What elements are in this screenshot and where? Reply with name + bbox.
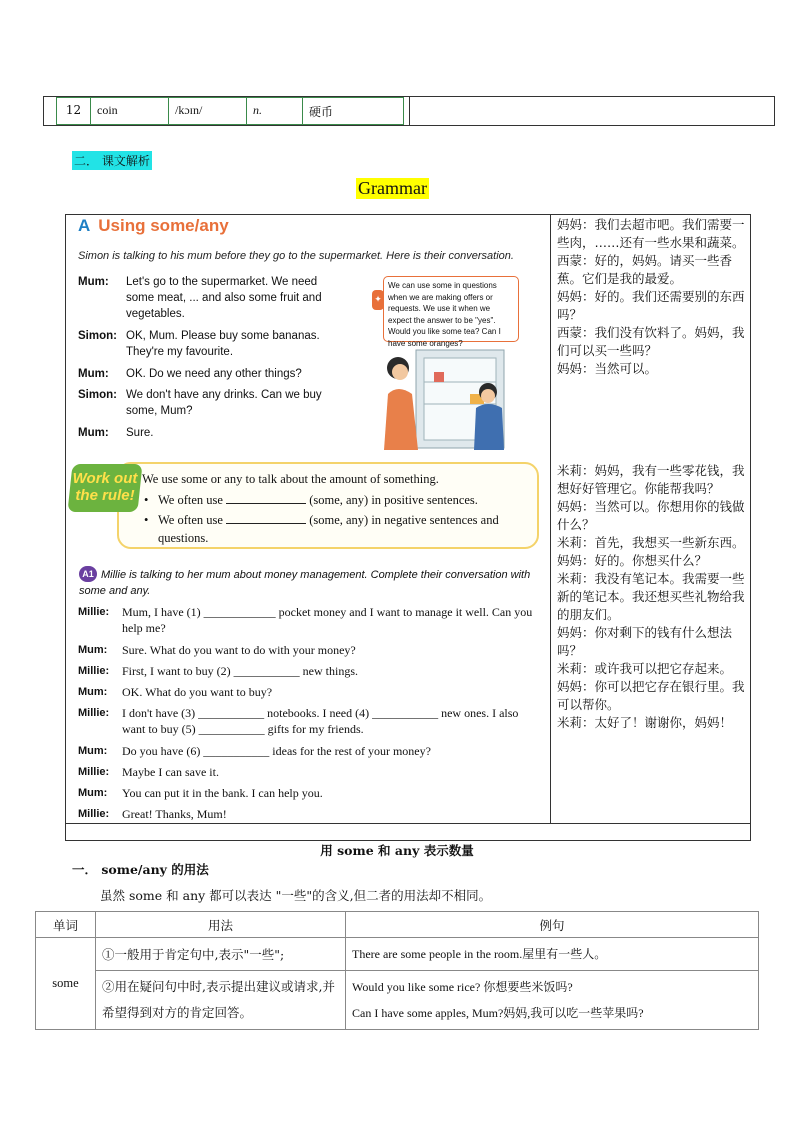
- speaker: Mum:: [78, 644, 108, 656]
- line-text: You can put it in the bank. I can help you.: [122, 786, 323, 800]
- grammar-title: Grammar: [358, 178, 427, 198]
- speaker: Simon:: [78, 330, 117, 342]
- translation-bottom: 米莉：妈妈，我有一些零花钱，我想好好管理它。你能帮我吗？ 妈妈：当然可以。你想用你的钱做什么？ 米莉：首先，我想买一些新东西。 妈妈：好的。你想买什么？ 米莉：我没有笔记本。我需要一些新的笔记本。我还想买些礼物给我的朋友们。 妈妈：你对剩下的钱有什么想法吗？ 米莉：或许我可以把它存起来。 妈妈：你可以把它存在银行里。我可以帮你。 米莉：太好了！谢谢你，妈妈！: [557, 463, 745, 730]
- speaker: Millie:: [78, 707, 110, 719]
- rule-bullet: [142, 511, 537, 547]
- example-line: Would you like some rice? 你想要些米饭吗?: [352, 980, 573, 994]
- line-text: OK. What do you want to buy?: [122, 685, 273, 699]
- line-text: Sure. What do you want to do with your money?: [122, 643, 356, 657]
- rule-bullet-post: (some, any) in positive sentences.: [309, 493, 478, 507]
- rule-bullet: [142, 491, 537, 509]
- line-text: Sure.: [126, 427, 154, 439]
- line-text: OK. Do we need any other things?: [126, 368, 302, 380]
- line-text: We don't have any drinks. Can we buy some, Mum?: [126, 389, 322, 417]
- section-letter: A: [78, 216, 91, 235]
- example-line: Can I have some apples, Mum?妈妈,我可以吃一些苹果吗?: [352, 1006, 644, 1020]
- usage-cell: ①一般用于肯定句中,表示"一些";: [96, 938, 346, 971]
- exercise-line: [78, 743, 540, 759]
- rule-bullet-pre: We often use: [158, 513, 223, 527]
- column-divider: [550, 214, 551, 823]
- mum-and-son-at-fridge-illustration: [378, 346, 518, 450]
- speaker: Millie:: [78, 665, 110, 677]
- line-text: I don't have (3) ___________ notebooks. I need (4) ___________ new ones. I also want to buy (5) ___________ gifts for my friends.: [122, 706, 519, 736]
- usage-table: [35, 911, 759, 1030]
- rule-bullet-post: (some, any) in negative sentences and questions.: [158, 513, 499, 545]
- speaker: Mum:: [78, 745, 108, 757]
- line-text: Great! Thanks, Mum!: [122, 807, 227, 821]
- speaker: Millie:: [78, 766, 110, 778]
- line-text: OK, Mum. Please buy some bananas. They're my favourite.: [126, 330, 320, 358]
- vocab-cells: [56, 97, 404, 125]
- section-caption: 用 some 和 any 表示数量: [320, 843, 474, 858]
- vocab-pos: n.: [247, 98, 303, 124]
- speaker: Simon:: [78, 389, 117, 401]
- header-usage: 用法: [96, 912, 346, 938]
- exercise-line: [78, 604, 540, 636]
- rule-text: [142, 470, 537, 547]
- dialogue-line: [78, 387, 368, 419]
- speaker: Mum:: [78, 787, 108, 799]
- a1-instruction: Millie is talking to her mum about money management. Complete their conversation with some and any.: [79, 569, 531, 597]
- vocab-meaning: 硬币: [309, 105, 334, 119]
- vocab-divider: [409, 97, 410, 125]
- exercise-line: [78, 764, 540, 780]
- speaker: Millie:: [78, 808, 110, 820]
- vocab-num: 12: [57, 98, 91, 124]
- dialogue-line: [78, 366, 368, 382]
- speaker: Mum:: [78, 276, 109, 288]
- word-cell: some: [36, 938, 96, 1030]
- rule-badge-text: Work out the rule!: [72, 470, 138, 504]
- a1-badge: A1: [79, 566, 97, 582]
- row-divider: [65, 823, 751, 824]
- speaker: Millie:: [78, 606, 110, 618]
- translation-top: 妈妈：我们去超市吧。我们需要一些肉，……还有一些水果和蔬菜。 西蒙：好的，妈妈。请买一些香蕉。它们是我的最爱。 妈妈：好的。我们还需要别的东西吗？ 西蒙：我们没有饮料了。妈妈，我们可以买一些吗？ 妈妈：当然可以。: [557, 217, 745, 376]
- table-header-row: [36, 912, 759, 938]
- line-text: Do you have (6) ___________ ideas for the rest of your money?: [122, 744, 431, 758]
- vocab-word: coin: [91, 98, 169, 124]
- textbook-intro: Simon is talking to his mum before they go to the supermarket. Here is their conversation.: [78, 250, 514, 262]
- exercise-line: [78, 785, 540, 801]
- line-text: Let's go to the supermarket. We need some meat, ... and also some fruit and vegetables.: [126, 276, 322, 320]
- line-text: First, I want to buy (2) ___________ new things.: [122, 664, 358, 678]
- section-label: 二． 课文解析: [72, 151, 152, 170]
- exercise-line: [78, 663, 540, 679]
- header-example: 例句: [346, 912, 759, 938]
- exercise-line: [78, 642, 540, 658]
- section-heading-text: Using some/any: [98, 216, 229, 235]
- speaker: Mum:: [78, 427, 109, 439]
- rule-intro: We use some or any to talk about the amount of something.: [142, 472, 439, 486]
- exercise-line: [78, 806, 540, 822]
- dialogue-line: [78, 328, 368, 360]
- vocab-phonetic: /kɔɪn/: [169, 98, 247, 124]
- tip-box: We can use some in questions when we are making offers or requests. We use it when we expect the answer to be "yes". Would you like some tea? Can I have some oranges?: [383, 276, 519, 342]
- textbook-heading: [78, 216, 229, 236]
- usage-intro: 虽然 some 和 any 都可以表达 "一些"的含义,但二者的用法却不相同。: [100, 888, 492, 903]
- example-cell: There are some people in the room.屋里有一些人。: [346, 938, 759, 971]
- dialogue-line: [78, 425, 368, 441]
- rule-bullet-pre: We often use: [158, 493, 223, 507]
- usage-cell: ②用在疑问句中时,表示提出建议或请求,并希望得到对方的肯定回答。: [96, 971, 346, 1030]
- table-row: [36, 938, 759, 971]
- header-word: 单词: [36, 912, 96, 938]
- answer-blank[interactable]: [226, 513, 306, 524]
- example-cell: [346, 971, 759, 1030]
- speaker: Mum:: [78, 686, 108, 698]
- speaker: Mum:: [78, 368, 109, 380]
- line-text: Maybe I can save it.: [122, 765, 219, 779]
- lightbulb-icon: ✦: [372, 290, 384, 310]
- table-row: [36, 971, 759, 1030]
- exercise-line: [78, 705, 540, 737]
- usage-title: 一． some/any 的用法: [72, 862, 209, 877]
- dialogue-line: [78, 274, 368, 322]
- line-text: Mum, I have (1) ____________ pocket money and I want to manage it well. Can you help me?: [122, 605, 533, 635]
- answer-blank[interactable]: [226, 493, 306, 504]
- exercise-line: [78, 684, 540, 700]
